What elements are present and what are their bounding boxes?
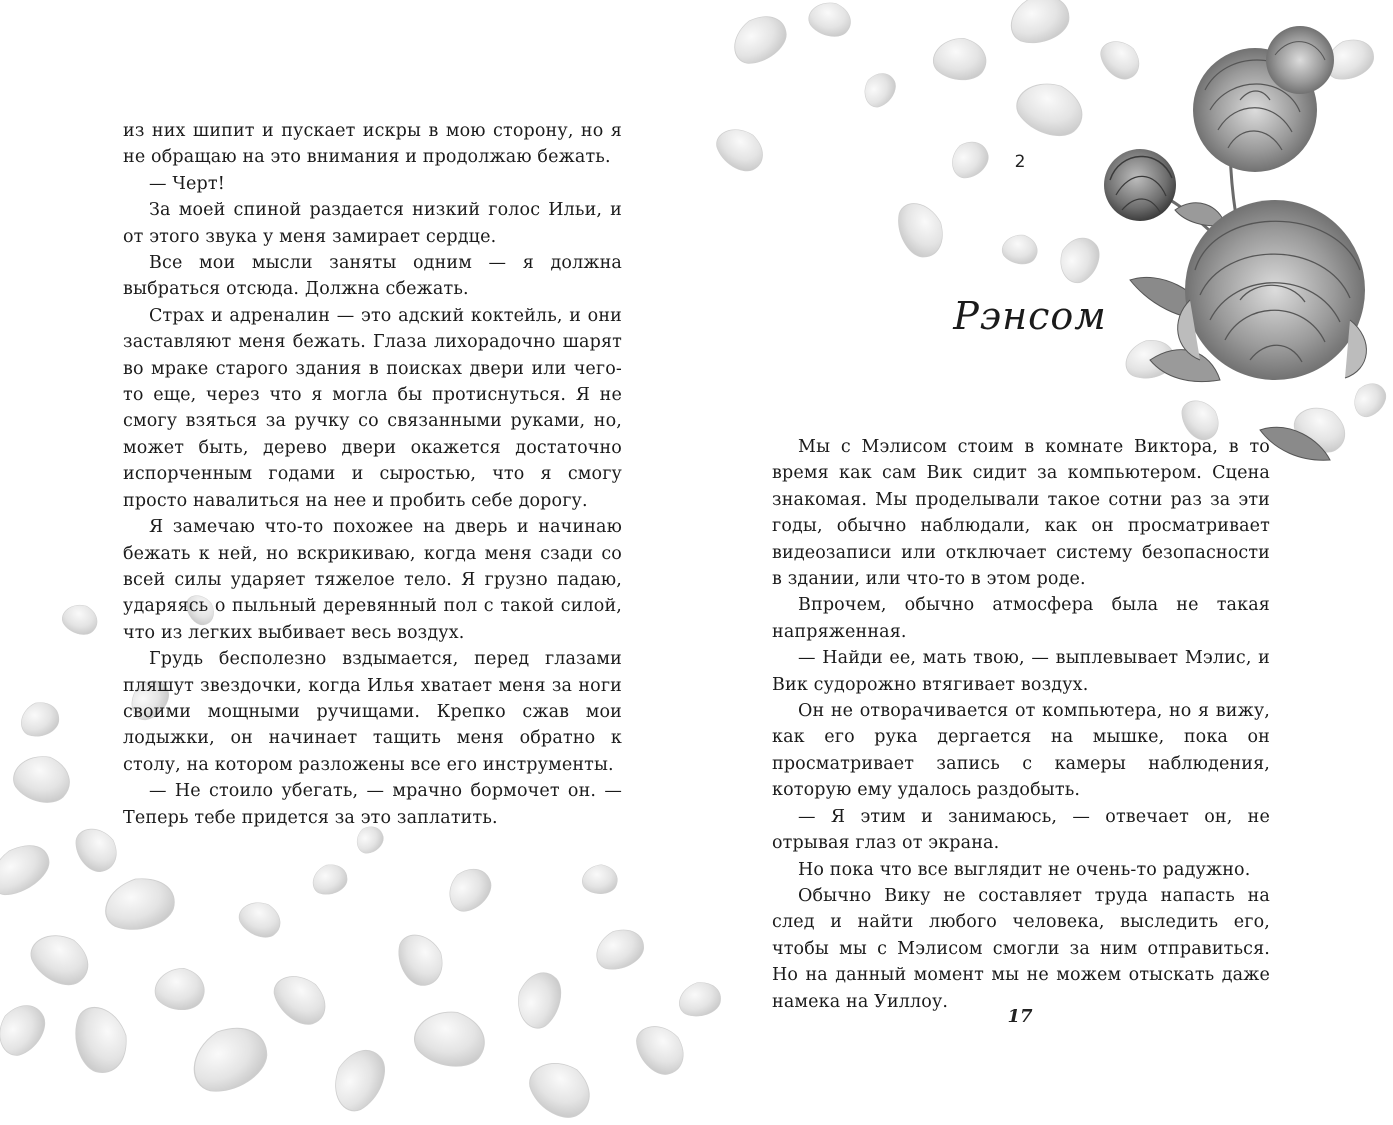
paragraph: Мы с Мэлисом стоим в комнате Виктора, в то время как сам Вик сидит за компьютером. Сцена знакомая. Мы проделывали такое сотни раз за эти годы, обычно наблюдали, как он просматривает видеозаписи или отключает систему безопасности в здании, или что-то в этом роде.: [772, 437, 1270, 590]
paragraph: — Не стоило убегать, — мрачно бормочет он. — Теперь тебе придется за это заплатить.: [123, 781, 622, 828]
paragraph: Впрочем, обычно атмосфера была не такая напряженная.: [772, 595, 1270, 642]
chapter-number: 2: [1014, 152, 1026, 172]
left-page-body: [123, 118, 622, 831]
paragraph: Он не отворачивается от компьютера, но я вижу, как его рука дергается на мышке, пока он просматривает запись с камеры наблюдения, которую ему удалось раздобыть.: [772, 701, 1270, 801]
paragraph: Все мои мысли заняты одним — я должна выбраться отсюда. Должна сбежать.: [123, 253, 622, 300]
peony-bouquet-icon: [1104, 26, 1366, 460]
right-page-body: [772, 434, 1270, 1015]
chapter-title: [935, 282, 1125, 354]
page-number: 17: [1007, 1006, 1033, 1027]
paragraph: Страх и адреналин — это адский коктейль, и они заставляют меня бежать. Глаза лихорадочно шарят во мраке старого здания в поисках двери или чего-то еще, через что я могла бы протиснуться. Я не смогу взяться за ручку со связанными руками, но, может быть, дерево двери окажется достаточно испорченным годами и сыростью, что я смогу просто навалиться на нее и пробить себе дорогу.: [123, 305, 622, 511]
paragraph: За моей спиной раздается низкий голос Ильи, и от этого звука у меня замирает сердце.: [123, 200, 622, 247]
paragraph: из них шипит и пускает искры в мою сторону, но я не обращаю на это внимания и продолжаю бежать.: [123, 121, 622, 168]
paragraph: Грудь бесполезно вздымается, перед глазами пляшут звездочки, когда Илья хватает меня за ноги своими мощными ручищами. Крепко сжав мои лодыжки, он начинает тащить меня обратно к столу, на котором разложены все его инструменты.: [123, 649, 622, 775]
paragraph: Но пока что все выглядит не очень-то радужно.: [798, 859, 1251, 880]
paragraph: — Найди ее, мать твою, — выплевывает Мэлис, и Вик судорожно втягивает воздух.: [772, 648, 1270, 695]
chapter-title-text: Рэнсом: [953, 294, 1107, 338]
paragraph: Обычно Вику не составляет труда напасть на след и найти любого человека, выследить его, чтобы мы с Мэлисом смогли за ним отправиться. Но на данный момент мы не можем отыскать даже намека на Уиллоу.: [772, 885, 1270, 1012]
paragraph: — Черт!: [149, 173, 225, 194]
paragraph: — Я этим и занимаюсь, — отвечает он, не отрывая глаз от экрана.: [772, 806, 1270, 854]
paragraph: Я замечаю что-то похожее на дверь и начинаю бежать к ней, но вскрикиваю, когда меня сзади со всей силы ударяет тяжелое тело. Я грузно падаю, ударяясь о пыльный деревянный пол с такой силой, что из легких выбивает весь воздух.: [123, 517, 622, 643]
